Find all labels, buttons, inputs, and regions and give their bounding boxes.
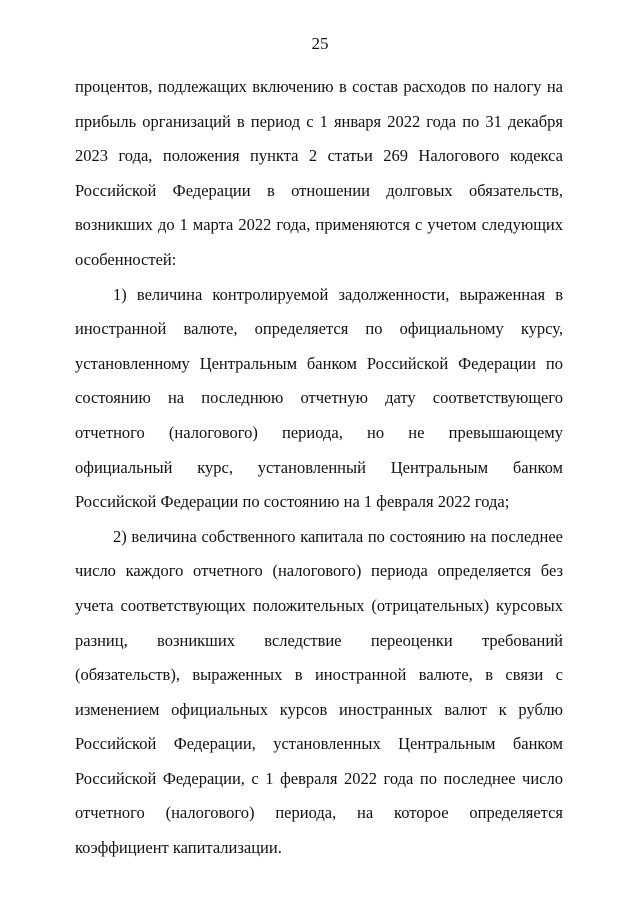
paragraph-item-1: 1) величина контролируемой задолженности, выраженная в иностранной валюте, определяется по официальному курсу, установленному Центральным банком Российской Федерации по состоянию на последнюю отчетную дату соответствующего отчетного (налогового) периода, но не превышающему официальный курс, установленный Центральным банком Российской Федерации по состоянию на 1 февраля 2022 года; (75, 284, 563, 512)
paragraph-item-2: 2) величина собственного капитала по состоянию на последнее число каждого отчетного (налогового) периода определяется без учета соответствующих положительных (отрицательных) курсовых разниц, возникших вследствие переоценки требований (обязательств), выраженных в иностранной валюте, в связи с изменением официальных курсов иностранных валют к рублю Российской Федерации, установленных Центральным банком Российской Федерации, с 1 февраля 2022 года по последнее число отчетного (налогового) периода, на которое определяется коэффициент капитализации. (75, 526, 563, 858)
paragraph-continuation: процентов, подлежащих включению в состав расходов по налогу на прибыль организаций в период с 1 января 2022 года по 31 декабря 2023 года, положения пункта 2 статьи 269 Налогового кодекса Российской Федерации в отношении долговых обязательств, возникших до 1 марта 2022 года, применяются с учетом следующих особенностей: (75, 77, 563, 269)
document-body (75, 70, 563, 866)
page-number: 25 (311, 34, 329, 53)
